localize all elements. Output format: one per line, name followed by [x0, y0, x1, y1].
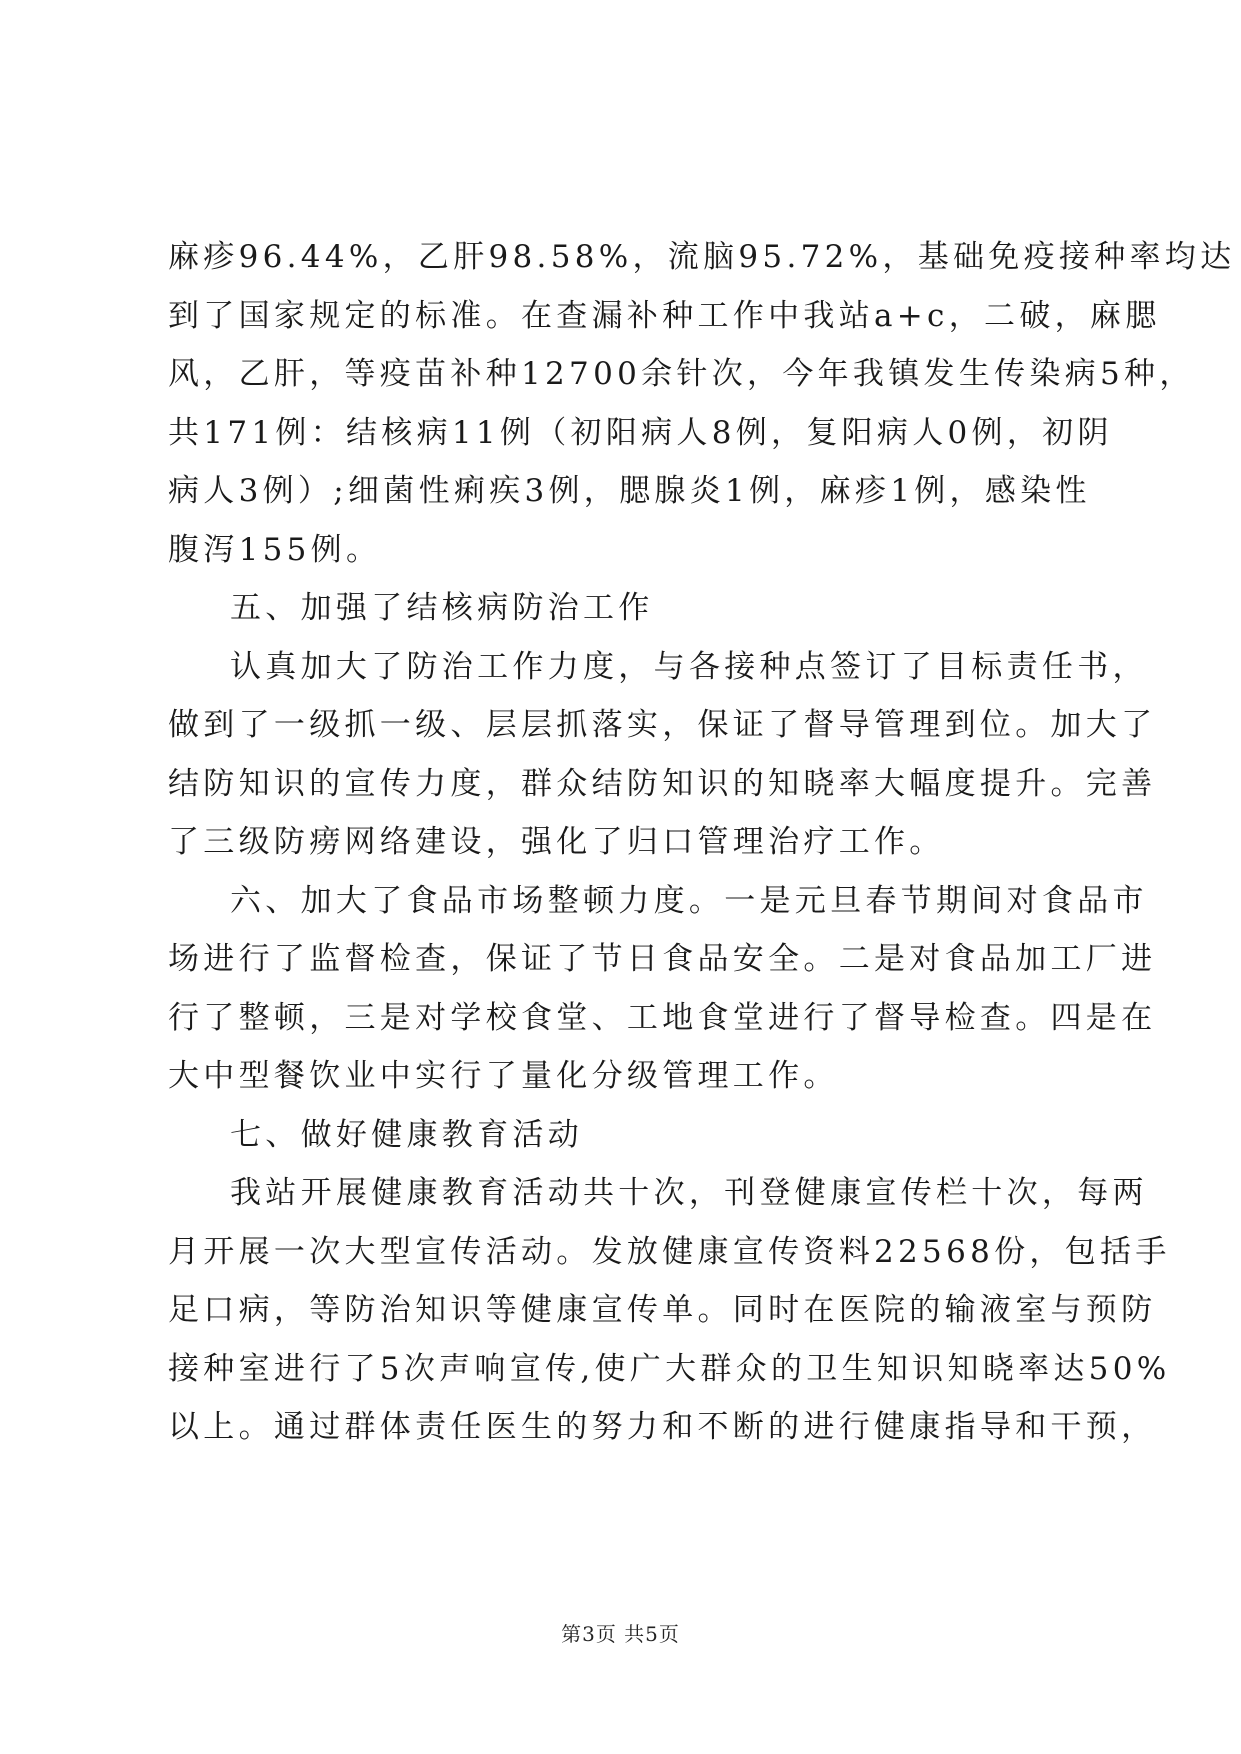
section-heading: 六、加大了食品市场整顿力度。一是元旦春节期间对食品市 — [230, 882, 1148, 919]
text-line: 风，乙肝，等疫苗补种12700余针次，今年我镇发生传染病5种， — [168, 356, 1195, 392]
text-line: 场进行了监督检查，保证了节日食品安全。二是对食品加工厂进 — [168, 941, 1157, 977]
section-heading: 五、加强了结核病防治工作 — [230, 590, 654, 626]
text-line: 我站开展健康教育活动共十次，刊登健康宣传栏十次，每两 — [230, 1175, 1148, 1211]
document-body — [168, 228, 1236, 1457]
page-footer: 第3页 共5页 — [561, 1622, 680, 1646]
text-line: 病人3例）;细菌性痢疾3例，腮腺炎1例，麻疹1例，感染性 — [168, 473, 1091, 509]
text-line: 行了整顿，三是对学校食堂、工地食堂进行了督导检查。四是在 — [168, 999, 1157, 1036]
text-line: 认真加大了防治工作力度，与各接种点签订了目标责任书， — [230, 648, 1148, 685]
text-line: 腹泻155例。 — [168, 531, 382, 568]
text-line: 大中型餐饮业中实行了量化分级管理工作。 — [168, 1058, 839, 1094]
text-line: 月开展一次大型宣传活动。发放健康宣传资料22568份，包括手 — [168, 1233, 1171, 1270]
text-line: 以上。通过群体责任医生的努力和不断的进行健康指导和干预， — [168, 1409, 1157, 1445]
text-line: 做到了一级抓一级、层层抓落实，保证了督导管理到位。加大了 — [168, 707, 1157, 743]
text-line: 结防知识的宣传力度，群众结防知识的知晓率大幅度提升。完善 — [168, 765, 1157, 802]
text-line: 了三级防痨网络建设，强化了归口管理治疗工作。 — [168, 824, 945, 860]
text-line: 共171例：结核病11例（初阳病人8例，复阳病人0例，初阴 — [168, 414, 1113, 451]
section-heading: 七、做好健康教育活动 — [230, 1116, 583, 1153]
text-line: 麻疹96.44%，乙肝98.58%，流脑95.72%，基础免疫接种率均达 — [168, 239, 1236, 275]
text-line: 足口病，等防治知识等健康宣传单。同时在医院的输液室与预防 — [168, 1292, 1157, 1328]
text-line: 到了国家规定的标准。在查漏补种工作中我站a+c，二破，麻腮 — [168, 297, 1161, 334]
text-line: 接种室进行了5次声响宣传,使广大群众的卫生知识知晓率达50% — [168, 1350, 1171, 1387]
